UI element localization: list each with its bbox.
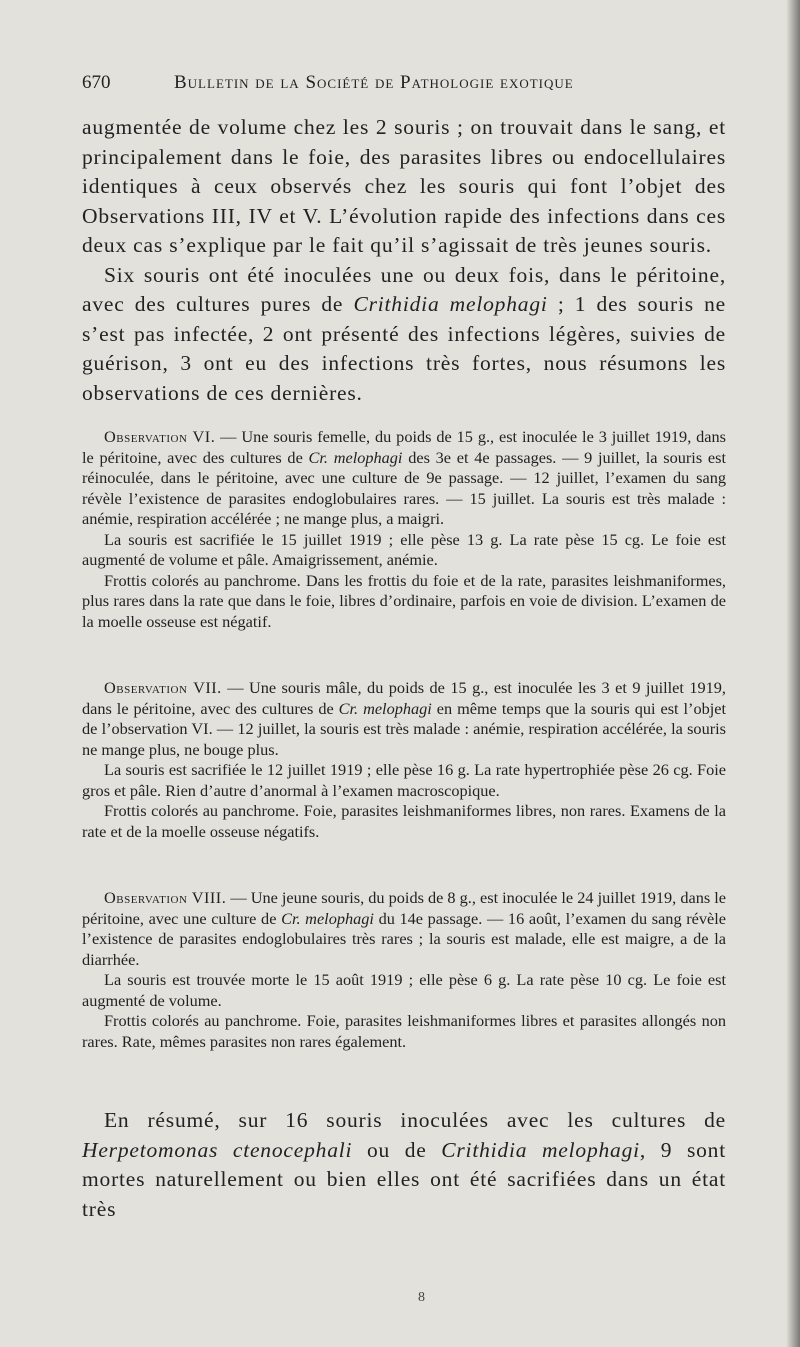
observation-viii bbox=[82, 888, 726, 1052]
obs7-paragraph-1: Observation VII. — Une souris mâle, du poids de 15 g., est inoculée les 3 et 9 juillet 1919, dans le péritoine, avec des cultures de Cr. melophagi en même temps que la souris qui est l’objet de l’observation VI. — 12 juillet, la souris est très malade : anémie, respiration accélérée, la souris ne mange plus, ne bouge plus. bbox=[82, 678, 727, 759]
obs8-paragraph-3: Frottis colorés au panchrome. Foie, parasites leishmaniformes libres et parasites allongés non rares. Rate, mêmes parasites non rares également. bbox=[82, 1011, 726, 1051]
obs8-label: Observation VIII. bbox=[104, 888, 227, 907]
obs8-paragraph-2: La souris est trouvée morte le 15 août 1919 ; elle pèse 6 g. La rate pèse 10 cg. Le foie est augmenté de volume. bbox=[82, 970, 726, 1010]
obs7-label: Observation VII. bbox=[104, 678, 222, 697]
obs6-paragraph-2: La souris est sacrifiée le 15 juillet 1919 ; elle pèse 13 g. La rate pèse 15 cg. Le foie est augmenté de volume et pâle. Amaigrissement, anémie. bbox=[82, 529, 726, 569]
observation-vii bbox=[82, 678, 726, 842]
journal-title: Bulletin de la Société de Pathologie exotique bbox=[174, 72, 574, 93]
obs6-paragraph-1: Observation VI. — Une souris femelle, du poids de 15 g., est inoculée le 3 juillet 1919, dans le péritoine, avec des cultures de Cr. melophagi des 3e et 4e passages. — 9 juillet, la souris est réinoculée, dans le péritoine, avec une culture de 9e passage. — 12 juillet, l’examen du sang révèle l’existence de parasites endoglobulaires rares. — 15 juillet. La souris est très malade : anémie, respiration accélérée ; ne mange plus, a maigri. bbox=[82, 427, 727, 528]
intro-section bbox=[82, 113, 726, 408]
page-number: 670 bbox=[82, 72, 111, 93]
intro-paragraph-1: augmentée de volume chez les 2 souris ; on trouvait dans le sang, et principalement dans le foie, des parasites libres ou endocellulaires identiques à ceux observés chez les souris qui font l’objet des Observations III, IV et V. L’évolution rapide des infections dans ces deux cas s’explique par le fait qu’il s’agissait de très jeunes souris. bbox=[82, 115, 726, 257]
obs7-paragraph-3: Frottis colorés au panchrome. Foie, parasites leishmaniformes libres, non rares. Examens de la rate et de la moelle osseuse négatifs. bbox=[82, 801, 726, 841]
page-edge-shadow bbox=[786, 0, 800, 1347]
intro-paragraph-2: Six souris ont été inoculées une ou deux fois, dans le péritoine, avec des cultures pures de Crithidia melophagi ; 1 des souris ne s’est pas infectée, 2 ont présenté des infections légères, suivies de guérison, 3 ont eu des infections très fortes, nous résumons les observations de ces dernières. bbox=[82, 262, 726, 405]
obs7-paragraph-2: La souris est sacrifiée le 12 juillet 1919 ; elle pèse 16 g. La rate hypertrophiée pèse 26 cg. Foie gros et pâle. Rien d’autre d’anormal à l’examen macroscopique. bbox=[82, 760, 726, 800]
summary-section bbox=[82, 1106, 726, 1224]
observation-vi bbox=[82, 427, 726, 632]
obs6-paragraph-3: Frottis colorés au panchrome. Dans les frottis du foie et de la rate, parasites leishmaniformes, plus rares dans la rate que dans le foie, libres d’ordinaire, parfois en voie de division. L’examen de la moelle osseuse est négatif. bbox=[82, 570, 726, 631]
obs8-paragraph-1: Observation VIII. — Une jeune souris, du poids de 8 g., est inoculée le 24 juillet 1919, dans le péritoine, avec une culture de Cr. melophagi du 14e passage. — 16 août, l’examen du sang révèle l’existence de parasites endoglobulaires très rares ; la souris est malade, elle est maigre, a de la diarrhée. bbox=[82, 888, 727, 969]
obs6-label: Observation VI. bbox=[104, 427, 216, 446]
signature-mark: 8 bbox=[418, 1290, 425, 1305]
summary-paragraph: En résumé, sur 16 souris inoculées avec les cultures de Herpetomonas ctenocephali ou de Crithidia melophagi, 9 sont mortes naturellement ou bien elles ont été sacrifiées dans un état très bbox=[82, 1108, 726, 1221]
